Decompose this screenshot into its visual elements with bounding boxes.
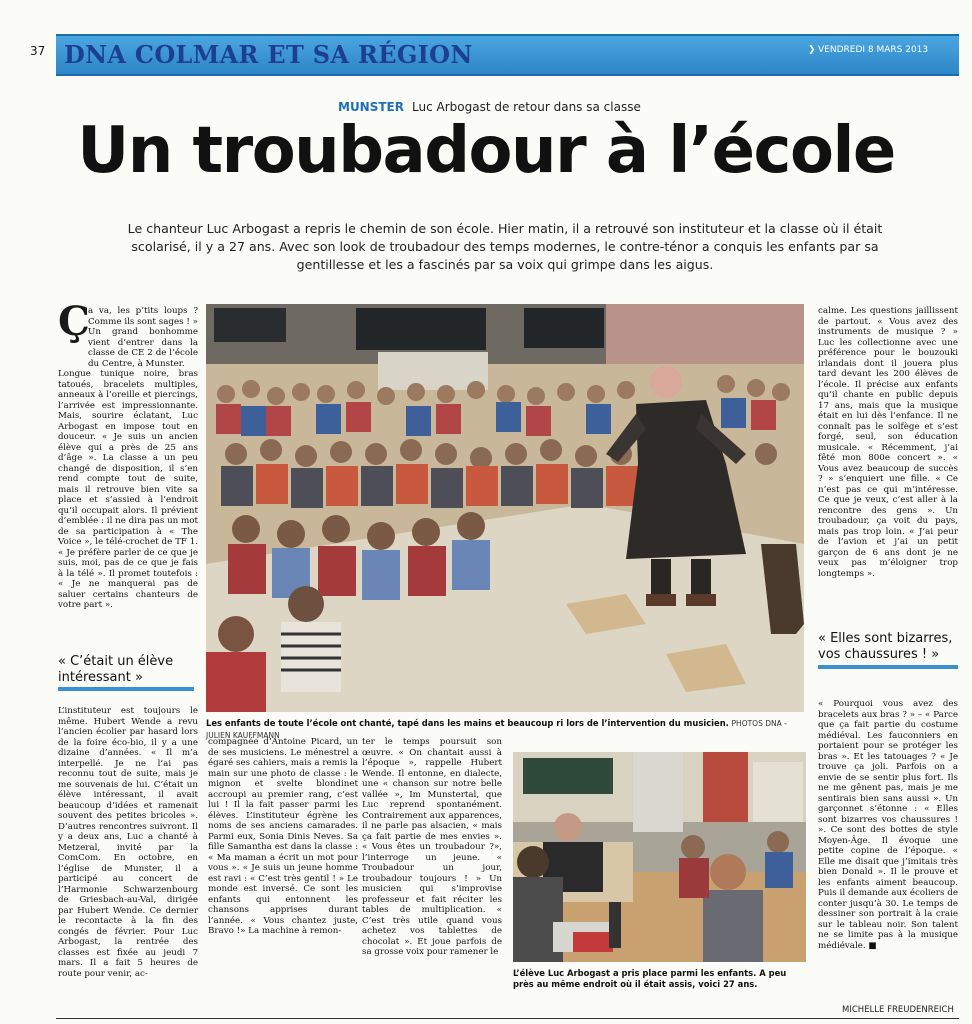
photo-credit: PHOTOS DNA - JULIEN KAUFFMANN — [206, 719, 787, 740]
caption-text: Les enfants de toute l’école ont chanté, tapé dans les mains et beaucoup ri lors de l’intervention du musicien. — [206, 718, 729, 728]
page-number: 37 — [30, 44, 46, 58]
article-text: Longue tunique noire, bras tatoués, bracelets multiples, anneaux à l’oreille et piercings, l’arrivée est impressionnante. Mais, sourire éclatant, Luc Arbogast en impose tout en douceur. « Je suis un ancien élève qui a près de 25 ans d’âge ». La classe a un peu changé de disposition, il s’en rend compte tout de suite, mais il retrouve bien vite sa place et s’assied à l’endroit qu’il occupait alors. Il prévient d’emblée : il ne dira pas un mot de sa participation à « The Voice », le télé-crochet de TF 1. « Je préfère parler de ce que je suis, moi, pas de ce que je fais à la télé ». Il promet toutefois : « Je ne manquerai pas de saluer certains chanteurs de votre part ». — [58, 369, 198, 610]
author-byline: MICHELLE FREUDENREICH — [842, 1005, 954, 1015]
headline: Un troubadour à l’école — [77, 114, 895, 188]
caption-2-text: L’élève Luc Arbogast a pris place parmi les enfants. A peu près au même endroit où il était assis, voici 27 ans. — [513, 968, 787, 989]
pull-quote: « C’était un élève intéressant » — [58, 654, 174, 685]
classroom-photo — [206, 304, 804, 712]
pull-quote-2: « Elles sont bizarres, vos chaussures ! » — [818, 631, 953, 662]
photo-2-caption — [513, 968, 808, 989]
pull-quote-rule — [58, 687, 194, 691]
section-title: DNA COLMAR ET SA RÉGION — [64, 40, 473, 69]
article-column-1-bottom: L’instituteur est toujours le même. Hubert Wende a revu l’ancien écolier par hasard lors de la foire éco-bio, il y a une dizaine d’années. « Il m’a interpellé. Je ne l’ai pas reconnu tout de suite, mais je me souvenais de lui. C’était un élève intéressant, il avait beaucoup d’idées et ramenait souvent des petites bricoles ». D’autres rencontres suivront. Il y a deux ans, Luc a chanté à Metzeral, invité par la ComCom. En octobre, en l’église de Munster, il a participé au concert de l’Harmonie Schwarzenbourg de Griesbach-au-Val, dirigée par Hubert Wende. Ce dernier le recontacte à la fin des congés de février. Pour Luc Arbogast, la rentrée des classes est fixée au jeudi 7 mars. Il a fait 5 heures de route pour venir, ac- — [58, 706, 198, 979]
article-column-2: compagnée d’Antoine Picard, un de ses musiciens. Le ménestrel a égaré ses cahiers, mais a remis la main sur une photo de classe : le mignon et svelte blondinet accroupi au premier rang, c’est lui ! Il la fait passer parmi les élèves. L’instituteur égrène les noms de ses anciens camarades. Parmi eux, Sonia Dinis Neves. Sa fille Samantha est dans la classe : « Ma maman a écrit un mot pour vous ». « Je suis un jeune homme est ravi : « C’est très gentil ! » Le monde est inversé. Ce sont les enfants qui entonnent les chansons apprises durant l’année. « Vous chantez juste, Bravo !» La machine à remon- — [208, 737, 358, 936]
kicker-place: MUNSTER — [338, 100, 404, 114]
drop-cap: Ç — [58, 298, 90, 345]
arrow-icon: ❯ — [808, 45, 816, 55]
classroom-photo-illustration — [206, 304, 804, 712]
pull-quote-2-rule — [818, 665, 958, 669]
standfirst: Le chanteur Luc Arbogast a repris le chemin de son école. Hier matin, il a retrouvé son instituteur et la classe où il était scolarisé, il y a 27 ans. Avec son look de troubadour des temps modernes, le contre-ténor a conquis les enfants par sa gentillesse et les a fascinés par sa voix qui grimpe dans les aigus. — [127, 221, 883, 272]
article-column-3: ter le temps poursuit son œuvre. « On chantait aussi à l’époque », rappelle Hubert Wende. Il entonne, en dialecte, une « chanson sur notre belle vallée », Im Munstertal, que Luc reprend spontanément. Contrairement aux apparences, il ne parle pas alsacien, « mais ça fait partie de mes envies ». « Vous êtes un troubadour ?», l’interroge un jeune. « Troubadour un jour, troubadour toujours ! » Un musicien qui s’improvise professeur et fait réciter les tables de multiplication. « C’est très utile quand vous achetez vos tablettes de chocolat ». Et joue parfois de sa grosse voix pour ramener le — [362, 737, 502, 957]
issue-date: VENDREDI 8 MARS 2013 — [818, 45, 929, 55]
article-column-1 — [58, 306, 198, 611]
article-column-4-bottom: « Pourquoi vous avez des bracelets aux bras ? » – « Parce que ça fait partie du costume médiéval. Les fauconniers en portaient pour se protéger les bras ». Et les tatouages ? « Je trouve ça joli. Parfois on a envie de se sentir plus fort. Ils ne me gênent pas, mais je me sentirais bien sans aussi ». Un garçonnet s’étonne : « Elles sont bizarres vos chaussures ! ». Ce sont des bottes de style Moyen-Âge. Il évoque une petite copine de l’époque. « Elle me disait que j’imitais très bien Donald ». Il le prouve et les enfants aiment beaucoup. Puis il demande aux écoliers de conter jusqu’à 30. Le temps de dessiner son portrait à la craie sur le tableau noir. Son talent ne se limite pas à la musique médiévale. ■ — [818, 699, 958, 951]
article-lead: a va, les p’tits loups ? Comme ils sont sages ! » Un grand bonhomme vient d’entrer dans la classe de CE 2 de l’école du Centre, à Munster. — [88, 306, 198, 369]
classroom-photo-2 — [513, 752, 806, 962]
kicker-subtitle: Luc Arbogast de retour dans sa classe — [412, 100, 641, 114]
classroom-photo-2-illustration — [513, 752, 806, 962]
page-bottom-rule — [56, 1018, 959, 1019]
article-column-4: calme. Les questions jaillissent de partout. « Vous avez des instruments de musique ? » Luc les collectionne avec une préférence pour le bouzouki irlandais dont il jouera plus tard devant les 200 élèves de l’école. Il précise aux enfants qu’il chante en public depuis 17 ans, mais que la musique était en lui dès l’enfance. Il ne connaît pas le solfège et s’est forgé, seul, son éducation musicale. « Récemment, j’ai fêté mon 800e concert ». « Vous avez beaucoup de succès ? » s’enquiert une fille. « Ce n’est pas ce qui m’intéresse. Ce que je veux, c’est aller à la rencontre des gens ». Un troubadour, ça voit du pays, mais pas trop loin. « J’ai peur de l’avion et j’ai un petit garçon de 6 ans dont je ne veux pas m’éloigner trop longtemps ». — [818, 306, 958, 579]
